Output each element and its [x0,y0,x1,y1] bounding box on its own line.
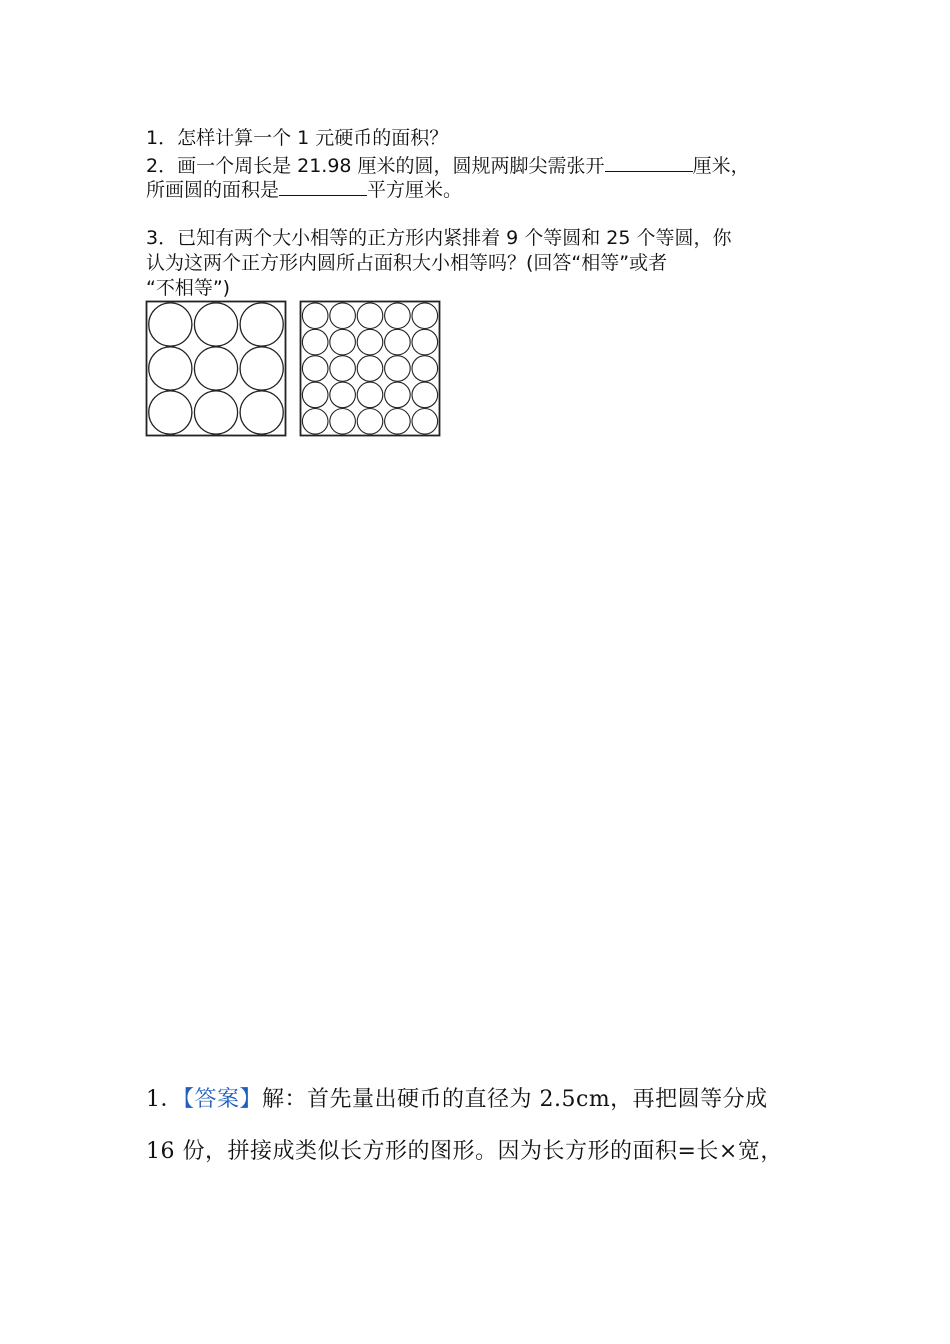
circle [240,347,283,390]
question-3-line-2: 认为这两个正方形内圆所占面积大小相等吗？(回答“相等”或者 [146,252,668,274]
circle [385,356,411,382]
circle [149,303,192,346]
circle [385,409,411,435]
question-2-line-1 [146,152,750,178]
circle [302,382,328,408]
answer-text-1: 解：首先量出硬币的直径为 2.5cm，再把圆等分成 [262,1087,768,1112]
circle [302,329,328,355]
circle [149,347,192,390]
circle [385,382,411,408]
circle [357,409,383,435]
answer-line-1 [146,1082,768,1113]
circle [357,382,383,408]
circle [385,303,411,329]
circle [330,382,356,408]
answer-line-2: 16 份，拼接成类似长方形的图形。因为长方形的面积=长×宽， [146,1139,783,1164]
question-3-line-3: “不相等”) [146,277,231,299]
question-2-text-d: 平方厘米。 [367,179,463,201]
circle [330,303,356,329]
circle [149,391,192,434]
circle [194,391,237,434]
question-1: 1．怎样计算一个 1 元硬币的面积？ [146,127,449,149]
answer-tag: 【答案】 [183,1087,263,1112]
answer-blank-area [279,176,367,196]
circle [357,356,383,382]
circle [412,409,438,435]
circle [357,329,383,355]
circle [240,391,283,434]
circle [330,329,356,355]
circle [412,329,438,355]
question-3-line-1: 3．已知有两个大小相等的正方形内紧排着 9 个等圆和 25 个等圆，你 [146,227,732,249]
question-2-text-b: 厘米， [692,155,750,177]
circle [302,356,328,382]
circle [412,382,438,408]
question-2-line-2 [146,176,462,202]
circle [385,329,411,355]
circle [240,303,283,346]
answer-blank-radius [605,152,693,172]
circle [412,356,438,382]
square-with-9-circles [145,300,287,438]
question-2-text-c: 所画圆的面积是 [146,179,280,201]
circle [330,356,356,382]
circle [330,409,356,435]
question-2-text-a: 2．画一个周长是 21.98 厘米的圆，圆规两脚尖需张开 [146,155,605,177]
circle [302,409,328,435]
answer-number: 1． [146,1087,183,1112]
circle [412,303,438,329]
circle [302,303,328,329]
circle [194,347,237,390]
square-with-25-circles [299,300,441,438]
circle [194,303,237,346]
circle [357,303,383,329]
